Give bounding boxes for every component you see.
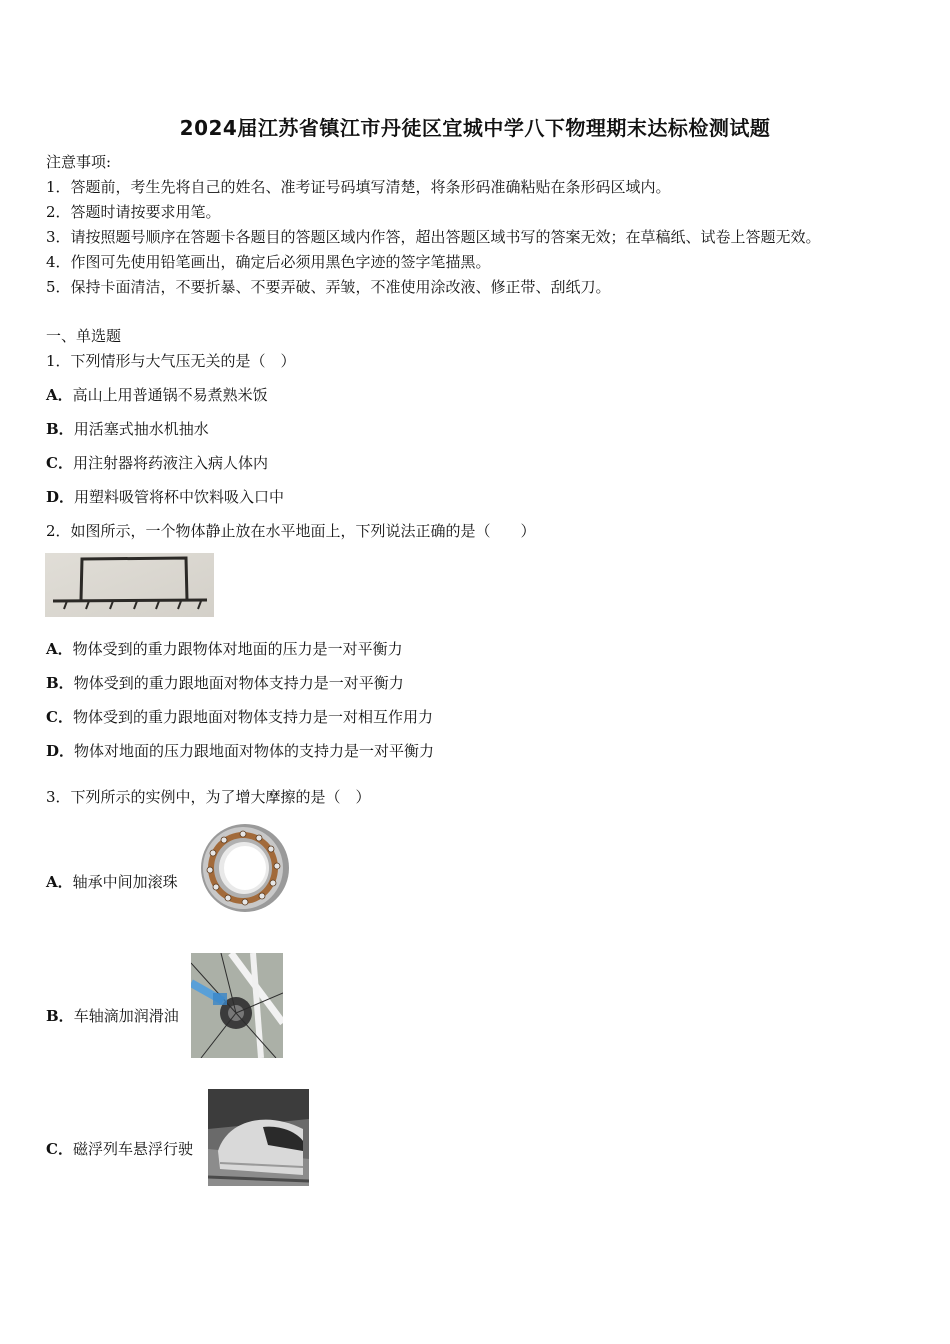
option-label: B． xyxy=(46,420,74,438)
page-title: 2024届江苏省镇江市丹徒区宜城中学八下物理期末达标检测试题 xyxy=(179,116,771,140)
option-text: 用活塞式抽水机抽水 xyxy=(73,420,209,438)
q2-option-c xyxy=(46,707,433,727)
q1-stem: 1．下列情形与大气压无关的是（ ） xyxy=(46,352,296,370)
option-text: 用注射器将药液注入病人体内 xyxy=(72,454,268,472)
q2-block-figure xyxy=(45,553,214,617)
notice-item-4: 4．作图可先使用铅笔画出，确定后必须用黑色字迹的签字笔描黑。 xyxy=(46,253,491,271)
section-heading: 一、单选题 xyxy=(46,327,122,345)
q3-stem: 3．下列所示的实例中，为了增大摩擦的是（ ） xyxy=(46,788,371,806)
notice-item-5: 5．保持卡面清洁，不要折暴、不要弄破、弄皱，不准使用涂改液、修正带、刮纸刀。 xyxy=(46,278,611,296)
option-text: 轴承中间加滚珠 xyxy=(72,873,178,891)
option-text: 物体受到的重力跟地面对物体支持力是一对平衡力 xyxy=(73,674,404,692)
option-text: 高山上用普通锅不易煮熟米饭 xyxy=(72,386,268,404)
q2-stem: 2．如图所示，一个物体静止放在水平地面上，下列说法正确的是（ ） xyxy=(46,522,536,540)
q3-option-b xyxy=(46,1006,179,1026)
option-label: A． xyxy=(46,640,73,658)
notice-item-3: 3．请按照题号顺序在答题卡各题目的答题区域内作答，超出答题区域书写的答案无效；在草稿纸、试卷上答题无效。 xyxy=(46,228,821,246)
q2-option-d xyxy=(46,741,434,761)
option-label: B． xyxy=(46,674,74,692)
bicycle-wheel-icon xyxy=(191,953,283,1058)
q1-option-c xyxy=(46,453,268,473)
option-label: C． xyxy=(46,708,73,726)
q1-option-b xyxy=(46,419,209,439)
option-label: D． xyxy=(46,742,75,760)
q2-option-b xyxy=(46,673,404,693)
option-text: 车轴滴加润滑油 xyxy=(73,1007,179,1025)
option-text: 磁浮列车悬浮行驶 xyxy=(72,1140,193,1158)
option-label: C． xyxy=(46,1140,73,1158)
bearing-icon xyxy=(193,818,293,916)
option-text: 物体受到的重力跟地面对物体支持力是一对相互作用力 xyxy=(72,708,433,726)
notice-heading: 注意事项: xyxy=(46,153,112,171)
option-text: 物体对地面的压力跟地面对物体的支持力是一对平衡力 xyxy=(74,742,435,760)
q3-option-c xyxy=(46,1139,193,1159)
q2-option-a xyxy=(46,639,403,659)
option-text: 物体受到的重力跟物体对地面的压力是一对平衡力 xyxy=(72,640,403,658)
option-label: A． xyxy=(46,873,73,891)
notice-item-2: 2．答题时请按要求用笔。 xyxy=(46,203,221,221)
option-label: D． xyxy=(46,488,75,506)
bearing-image xyxy=(193,818,293,916)
option-label: C． xyxy=(46,454,73,472)
q1-option-d xyxy=(46,487,284,507)
maglev-train-icon xyxy=(208,1089,309,1186)
bicycle-oil-image xyxy=(191,953,283,1058)
notice-item-1: 1．答题前，考生先将自己的姓名、准考证号码填写清楚，将条形码准确粘贴在条形码区域内。 xyxy=(46,178,671,196)
block-on-ground-diagram xyxy=(45,553,214,617)
option-label: B． xyxy=(46,1007,74,1025)
maglev-train-image xyxy=(208,1089,309,1186)
q3-option-a xyxy=(46,872,178,892)
option-text: 用塑料吸管将杯中饮料吸入口中 xyxy=(74,488,285,506)
q1-option-a xyxy=(46,385,268,405)
option-label: A． xyxy=(46,386,73,404)
